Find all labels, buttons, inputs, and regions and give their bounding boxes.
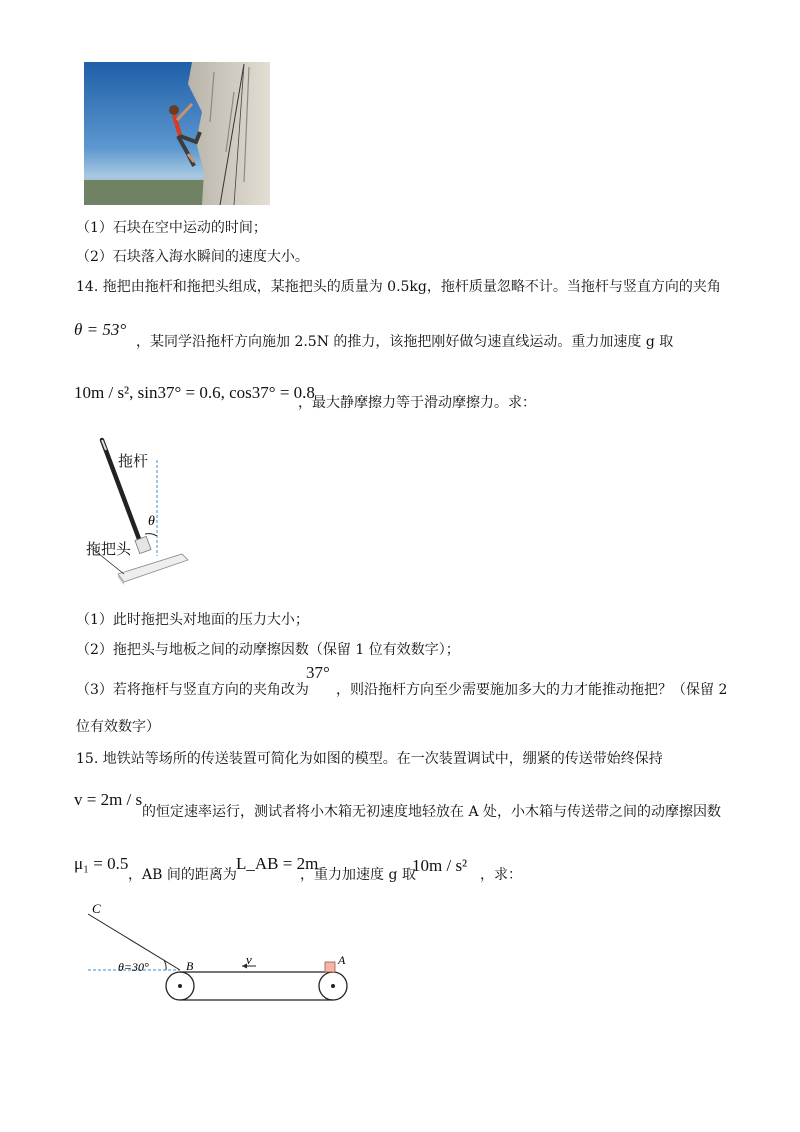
q14-stem-line2: ，某同学沿拖杆方向施加 2.5N 的推力，该拖把刚好做匀速直线运动。重力加速度 g 取: [136, 334, 674, 350]
conveyor-label-v: v: [246, 952, 252, 967]
q14-constants: 10m / s², sin37° = 0.6, cos37° = 0.8: [74, 383, 315, 402]
conveyor-label-c: C: [92, 901, 101, 916]
conveyor-label-a: A: [338, 953, 346, 967]
q14-sub2: （2）拖把头与地板之间的动摩擦因数（保留 1 位有效数字）；: [76, 642, 460, 658]
q15-stem-line2: 的恒定速率运行，测试者将小木箱无初速度地轻放在 A 处，小木箱与传送带之间的动摩擦因数: [142, 804, 722, 820]
q15-stem-line3a: ，AB 间的距离为: [128, 867, 237, 883]
q15-mu-equation: μ₁ = 0.5: [74, 854, 129, 873]
q14-sub3-angle: 37°: [306, 663, 330, 682]
q14-stem-line1: 14. 拖把由拖杆和拖把头组成，某拖把头的质量为 0.5kg，拖杆质量忽略不计。当拖杆与竖直方向的夹角: [76, 279, 721, 295]
q14-stem-line3: ，最大静摩擦力等于滑动摩擦力。求：: [298, 395, 536, 411]
conveyor-theta-label: θ=30°: [118, 960, 149, 974]
q14-sub3-part-a: （3）若将拖杆与竖直方向的夹角改为: [76, 682, 309, 698]
q15-stem-line3c: ，求：: [480, 867, 522, 883]
q15-stem-line1: 15. 地铁站等场所的传送装置可简化为如图的模型。在一次装置调试中，绷紧的传送带始终保持: [76, 751, 663, 767]
conveyor-label-b: B: [186, 959, 194, 973]
q14-sub3-part-b: ，则沿拖杆方向至少需要施加多大的力才能推动拖把？（保留 2: [336, 682, 728, 698]
q14-sub3-part-c: 位有效数字）: [76, 719, 160, 735]
q13-sub1: （1）石块在空中运动的时间；: [76, 220, 267, 236]
conveyor-figure: [84, 898, 364, 1008]
mop-head-label: 拖把头: [86, 540, 132, 558]
q13-sub2: （2）石块落入海水瞬间的速度大小。: [76, 249, 309, 265]
mop-rod-label: 拖杆: [118, 452, 149, 470]
q15-stem-line3b: ，重力加速度 g 取: [300, 867, 416, 883]
climber-photo: [84, 62, 270, 205]
q14-sub1: （1）此时拖把头对地面的压力大小；: [76, 612, 309, 628]
q14-theta-equation: θ = 53°: [74, 320, 127, 339]
mop-theta-label: θ: [148, 514, 155, 529]
q15-velocity-equation: v = 2m / s: [74, 790, 143, 809]
q15-lab-equation: L_AB = 2m: [236, 854, 319, 873]
q15-g-value: 10m / s²: [412, 856, 468, 875]
